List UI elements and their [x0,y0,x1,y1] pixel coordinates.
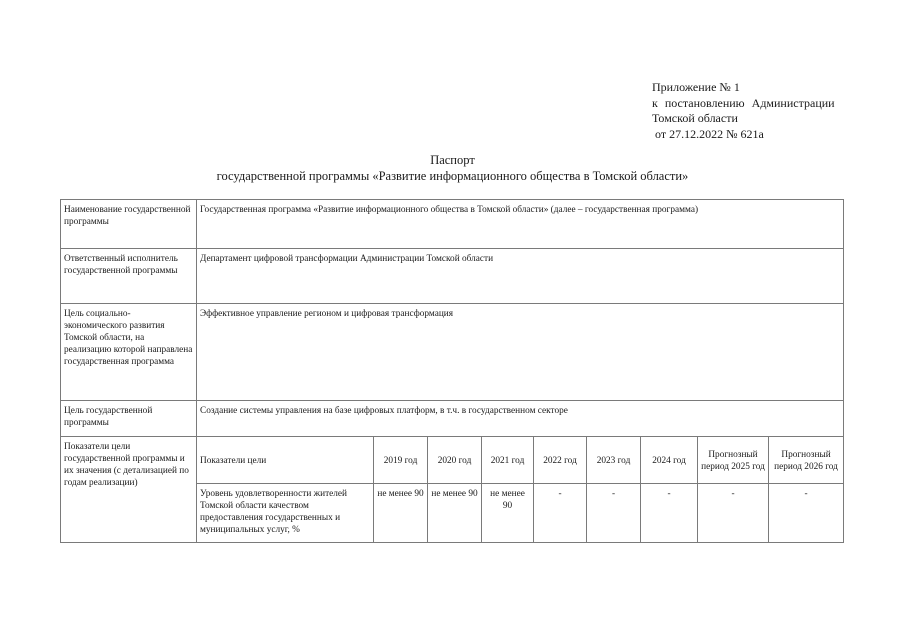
indicator-1-2019: не менее 90 [374,484,428,543]
indicators-header-2024: 2024 год [641,437,698,484]
indicators-header-2019: 2019 год [374,437,428,484]
indicators-header-2025: Прогнозный период 2025 год [698,437,769,484]
indicators-header-2022: 2022 год [534,437,587,484]
indicator-1-2020: не менее 90 [428,484,482,543]
appendix-line-4: от 27.12.2022 № 621а [655,126,764,141]
row-program-goal-value: Создание системы управления на базе цифровых платформ, в т.ч. в государственном секторе [197,401,844,437]
row-socio-goal-value: Эффективное управление регионом и цифровая трансформация [197,304,844,401]
indicators-header-2021: 2021 год [482,437,534,484]
appendix-line-3: Томской области [652,111,738,125]
row-executor-value: Департамент цифровой трансформации Администрации Томской области [197,249,844,304]
row-socio-goal-label: Цель социально-экономического развития Томской области, на реализацию которой направлена государственная программа [61,304,197,401]
indicator-1-2022: - [534,484,587,543]
row-executor [61,249,844,304]
indicator-1-2024: - [641,484,698,543]
indicator-1-2025: - [698,484,769,543]
document-subtitle: государственной программы «Развитие информационного общества в Томской области» [216,169,689,183]
appendix-line-1: Приложение № 1 [652,80,740,94]
passport-table [60,199,844,543]
indicators-header-2026: Прогнозный период 2026 год [769,437,844,484]
indicator-1-2021: не менее 90 [482,484,534,543]
row-name [61,200,844,249]
indicator-1-name: Уровень удовлетворенности жителей Томской области качеством предоставления государственных и муниципальных услуг, % [197,484,374,543]
indicators-header-name: Показатели цели [197,437,374,484]
indicators-header-2023: 2023 год [587,437,641,484]
indicator-1-2023: - [587,484,641,543]
appendix-block [652,80,862,142]
document-title: Паспорт [430,153,475,167]
row-socio-goal [61,304,844,401]
row-indicators-label: Показатели цели государственной программы и их значения (с детализацией по годам реализации) [61,437,197,543]
indicators-header-row [61,437,844,484]
indicators-header-2020: 2020 год [428,437,482,484]
row-program-goal-label: Цель государственной программы [61,401,197,437]
appendix-line-2: к постановлению Администрации [652,95,835,110]
row-program-goal [61,401,844,437]
row-executor-label: Ответственный исполнитель государственной программы [61,249,197,304]
row-name-value: Государственная программа «Развитие информационного общества в Томской области» (далее – государственная программа) [197,200,844,249]
row-name-label: Наименование государственной программы [61,200,197,249]
indicator-1-2026: - [769,484,844,543]
